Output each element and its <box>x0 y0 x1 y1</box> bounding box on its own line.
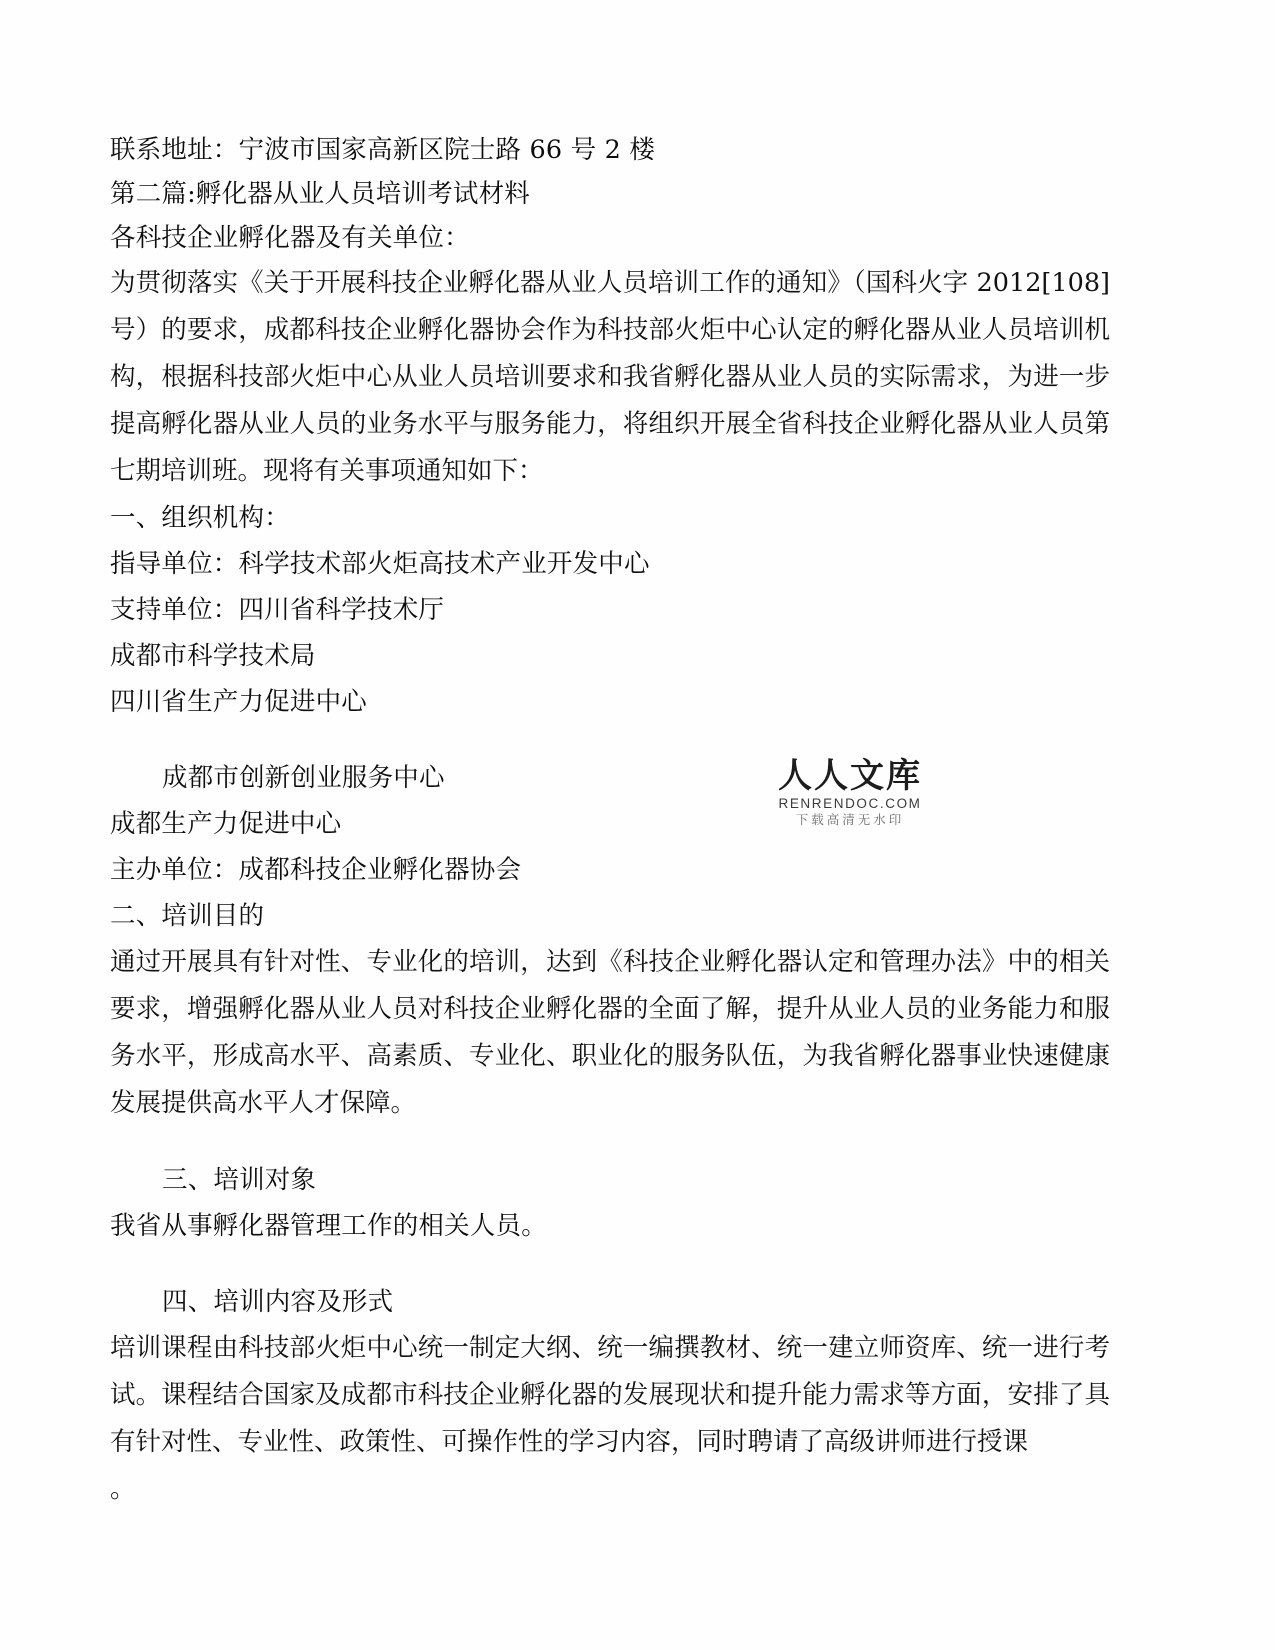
spacer-after-sichuan <box>110 725 1110 755</box>
chengdu-innovation-center-line: 成都市创新创业服务中心 <box>162 763 445 793</box>
watermark-brand-text: 人人文库 <box>778 756 922 796</box>
heading-four-content-and-form: 四、培训内容及形式 <box>162 1287 394 1317</box>
support-unit-line: 支持单位：四川省科学技术厅 <box>110 595 445 625</box>
watermark-tagline-text: 下载高清无水印 <box>795 813 905 827</box>
sichuan-productivity-center-line: 四川省生产力促进中心 <box>110 687 368 717</box>
host-unit-line: 主办单位：成都科技企业孵化器协会 <box>110 855 522 885</box>
content-paragraph: 培训课程由科技部火炬中心统一制定大纲、统一编撰教材、统一建立师资库、统一进行考试。课程结合国家及成都市科技企业孵化器的发展现状和提升能力需求等方面，安排了具有针对性、专业性、政策性、可操作性的学习内容，同时聘请了高级讲师进行授课 <box>110 1333 1110 1457</box>
chengdu-productivity-center-line: 成都生产力促进中心 <box>110 809 342 839</box>
watermark-domain-text: RENRENDOC.COM <box>778 796 922 811</box>
renrendoc-watermark <box>775 757 925 829</box>
section-title-line: 第二篇:孵化器从业人员培训考试材料 <box>110 179 530 209</box>
guidance-unit-line: 指导单位：科学技术部火炬高技术产业开发中心 <box>110 549 650 579</box>
audience-paragraph: 我省从事孵化器管理工作的相关人员。 <box>110 1211 547 1241</box>
heading-two-purpose: 二、培训目的 <box>110 901 265 931</box>
heading-one-organization: 一、组织机构： <box>110 503 290 533</box>
chengdu-science-bureau-line: 成都市科学技术局 <box>110 641 316 671</box>
purpose-paragraph: 通过开展具有针对性、专业化的培训，达到《科技企业孵化器认定和管理办法》中的相关要求，增强孵化器从业人员对科技企业孵化器的全面了解，提升从业人员的业务能力和服务水平，形成高水平、高素质、专业化、职业化的服务队伍，为我省孵化器事业快速健康发展提供高水平人才保障。 <box>110 947 1110 1118</box>
document-body <box>110 128 1110 1512</box>
trailing-period-line: 。 <box>110 1474 136 1504</box>
salutation-line: 各科技企业孵化器及有关单位： <box>110 223 470 253</box>
spacer-before-heading-four <box>110 1249 1110 1279</box>
spacer-before-heading-three <box>110 1127 1110 1157</box>
heading-three-audience: 三、培训对象 <box>162 1165 317 1195</box>
intro-paragraph: 为贯彻落实《关于开展科技企业孵化器从业人员培训工作的通知》（国科火字 2012[108]号）的要求，成都科技企业孵化器协会作为科技部火炬中心认定的孵化器从业人员培训机构，根据科技部火炬中心从业人员培训要求和我省孵化器从业人员的实际需求，为进一步提高孵化器从业人员的业务水平与服务能力，将组织开展全省科技企业孵化器从业人员第七期培训班。现将有关事项通知如下： <box>110 268 1110 486</box>
contact-address-line: 联系地址：宁波市国家高新区院士路 66 号 2 楼 <box>110 135 656 165</box>
